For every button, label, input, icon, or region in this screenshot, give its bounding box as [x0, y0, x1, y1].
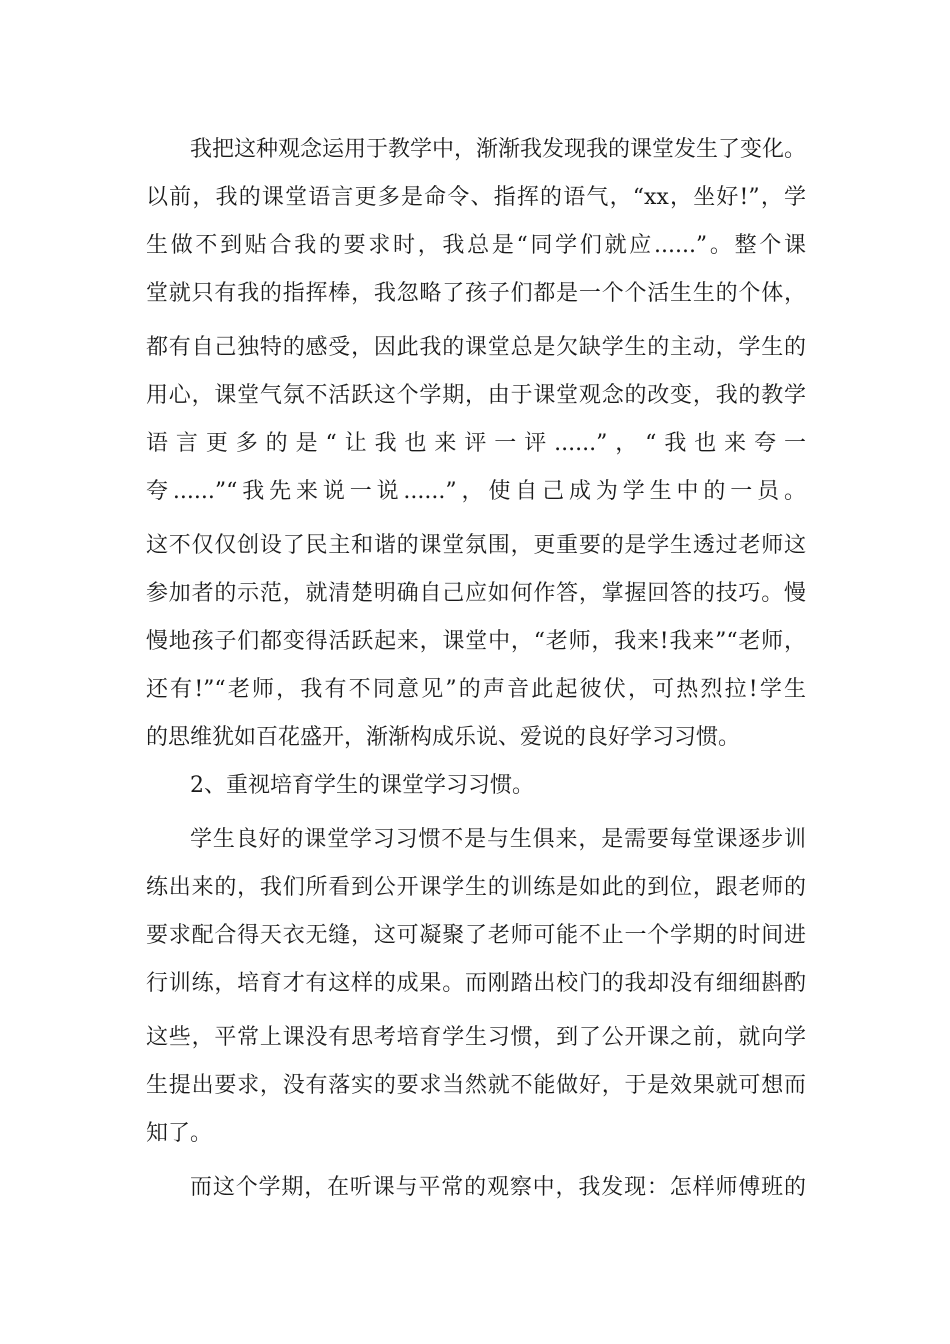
paragraph-line: 用心，课堂气氛不活跃这个学期，由于课堂观念的改变，我的教学 [146, 383, 806, 408]
paragraph-line: 慢地孩子们都变得活跃起来，课堂中，“老师，我来!我来”“老师， [146, 629, 806, 654]
paragraph-line: 还有!”“老师，我有不同意见”的声音此起彼伏，可热烈拉!学生 [146, 677, 806, 702]
paragraph-line: 而这个学期，在听课与平常的观察中，我发现：怎样师傅班的 [190, 1175, 806, 1200]
paragraph-line: 生提出要求，没有落实的要求当然就不能做好，于是效果就可想而 [146, 1073, 806, 1098]
paragraph-line: 都有自己独特的感受，因此我的课堂总是欠缺学生的主动，学生的 [146, 335, 806, 360]
paragraph-line: 我把这种观念运用于教学中，渐渐我发现我的课堂发生了变化。 [190, 137, 806, 162]
paragraph-line: 以前，我的课堂语言更多是命令、指挥的语气，“xx，坐好!”，学 [146, 185, 806, 210]
paragraph-line: 堂就只有我的指挥棒，我忽略了孩子们都是一个个活生生的个体， [146, 281, 806, 306]
paragraph-line: 练出来的，我们所看到公开课学生的训练是如此的到位，跟老师的 [146, 875, 806, 900]
paragraph-line: 知了。 [146, 1121, 213, 1146]
paragraph-line: 行训练，培育才有这样的成果。而刚踏出校门的我却没有细细斟酌 [146, 971, 806, 996]
paragraph-line: 学生良好的课堂学习习惯不是与生俱来，是需要每堂课逐步训 [190, 827, 806, 852]
section-heading: 2、重视培育学生的课堂学习习惯。 [190, 773, 534, 798]
paragraph-line: 夸......”“我先来说一说......”，使自己成为学生中的一员。 [146, 479, 806, 504]
paragraph-line: 语言更多的是“让我也来评一评......”，“我也来夸一 [146, 431, 806, 456]
paragraph-line: 参加者的示范，就清楚明确自己应如何作答，掌握回答的技巧。慢 [146, 581, 806, 606]
paragraph-line: 要求配合得天衣无缝，这可凝聚了老师可能不止一个学期的时间进 [146, 923, 806, 948]
paragraph-line: 这不仅仅创设了民主和谐的课堂氛围，更重要的是学生透过老师这 [146, 533, 806, 558]
paragraph-line: 这些，平常上课没有思考培育学生习惯，到了公开课之前，就向学 [146, 1025, 806, 1050]
paragraph-line: 生做不到贴合我的要求时，我总是“同学们就应......”。整个课 [146, 233, 806, 258]
paragraph-line: 的思维犹如百花盛开，渐渐构成乐说、爱说的良好学习习惯。 [146, 725, 741, 750]
